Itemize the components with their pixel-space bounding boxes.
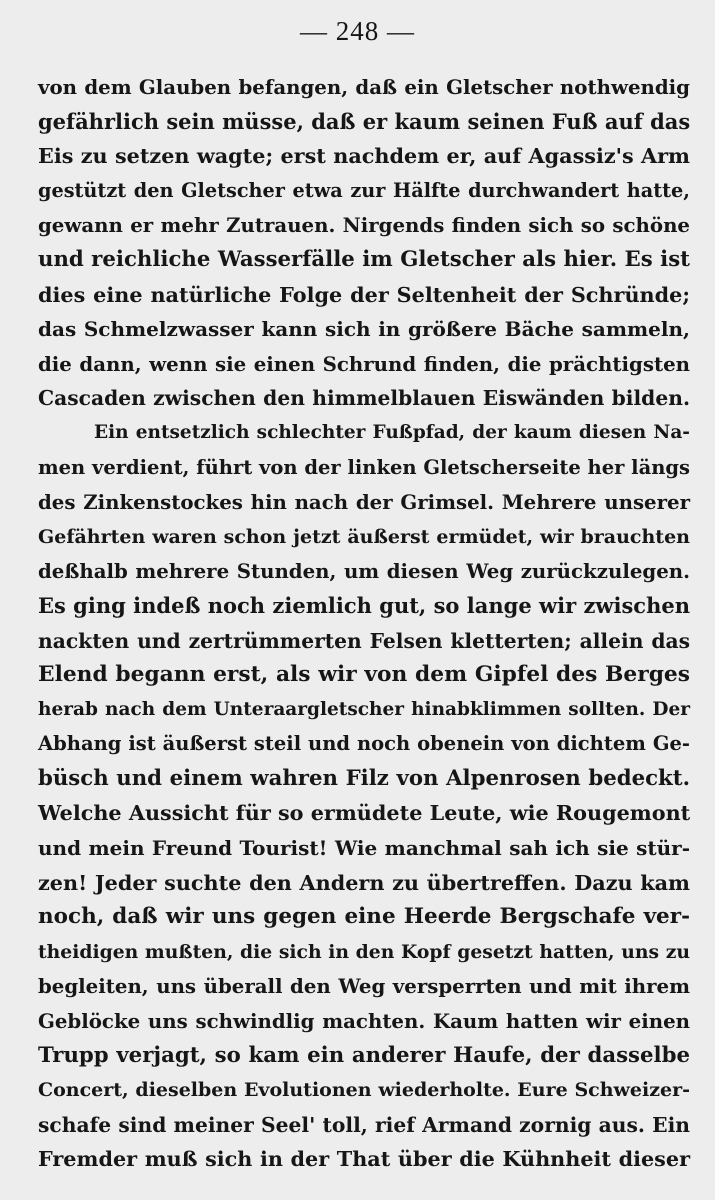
text-line: men verdient, führt von der linken Gletscherseite her längs — [38, 455, 690, 479]
text-line: Eis zu setzen wagte; erst nachdem er, auf Agassiz's Arm — [38, 144, 690, 169]
text-line: gefährlich sein müsse, daß er kaum seinen Fuß auf das — [38, 108, 691, 134]
text-line: Welche Aussicht für so ermüdete Leute, wie Rougemont — [38, 801, 691, 826]
text-line: zen! Jeder suchte den Andern zu übertreffen. Dazu kam — [38, 870, 690, 895]
text-line: Concert, dieselben Evolutionen wiederholte. Eure Schweizer- — [38, 1079, 690, 1102]
text-line: schafe sind meiner Seel' toll, rief Armand zornig aus. Ein — [38, 1112, 690, 1137]
text-line: büsch und einem wahren Filz von Alpenrosen bedeckt. — [38, 765, 690, 791]
text-line: begleiten, uns überall den Weg versperrten und mit ihrem — [38, 974, 690, 999]
text-line: gestützt den Gletscher etwa zur Hälfte durchwandert hatte, — [38, 178, 690, 202]
text-line: noch, daß wir uns gegen eine Heerde Bergschafe ver- — [38, 904, 690, 930]
text-line: Elend begann erst, als wir von dem Gipfel des Berges — [38, 662, 690, 688]
text-line: das Schmelzwasser kann sich in größere Bäche sammeln, — [38, 317, 690, 342]
text-line: Es ging indeß noch ziemlich gut, so lange wir zwischen — [38, 592, 690, 618]
text-line: Trupp verjagt, so kam ein anderer Haufe, der dasselbe — [38, 1042, 690, 1068]
text-line: und mein Freund Tourist! Wie manchmal sah ich sie stür- — [38, 836, 690, 861]
text-line: von dem Glauben befangen, daß ein Gletscher nothwendig — [38, 75, 690, 99]
text-line: Geblöcke uns schwindlig machten. Kaum hatten wir einen — [38, 1009, 690, 1034]
text-line: herab nach dem Unteraargletscher hinabklimmen sollten. Der — [38, 698, 690, 720]
text-line: und reichliche Wasserfälle im Gletscher als hier. Es ist — [38, 246, 690, 272]
text-line: Abhang ist äußerst steil und noch obenein von dichtem Ge- — [38, 732, 690, 756]
text-line: Fremder muß sich in der That über die Kühnheit dieser — [38, 1147, 690, 1172]
text-line: die dann, wenn sie einen Schrund finden, die prächtigsten — [38, 351, 690, 376]
text-line: dies eine natürliche Folge der Seltenheit der Schründe; — [38, 282, 690, 307]
text-line: theidigen mußten, die sich in den Kopf gesetzt hatten, uns zu — [38, 940, 690, 963]
text-line: gewann er mehr Zutrauen. Nirgends finden sich so schöne — [38, 213, 690, 238]
paragraph-first-line: Ein entsetzlich schlechter Fußpfad, der kaum diesen Na- — [94, 421, 690, 443]
text-line: Gefährten waren schon jetzt äußerst ermüdet, wir brauchten — [38, 525, 690, 548]
body-text — [38, 70, 690, 1177]
text-line: nackten und zertrümmerten Felsen kletterten; allein das — [38, 628, 690, 653]
text-line: Cascaden zwischen den himmelblauen Eiswänden bilden. — [38, 386, 690, 411]
text-line: des Zinkenstockes hin nach der Grimsel. Mehrere unserer — [38, 490, 690, 515]
text-line: deßhalb mehrere Stunden, um diesen Weg zurückzulegen. — [38, 559, 690, 584]
page-number: — 248 — — [300, 16, 415, 46]
